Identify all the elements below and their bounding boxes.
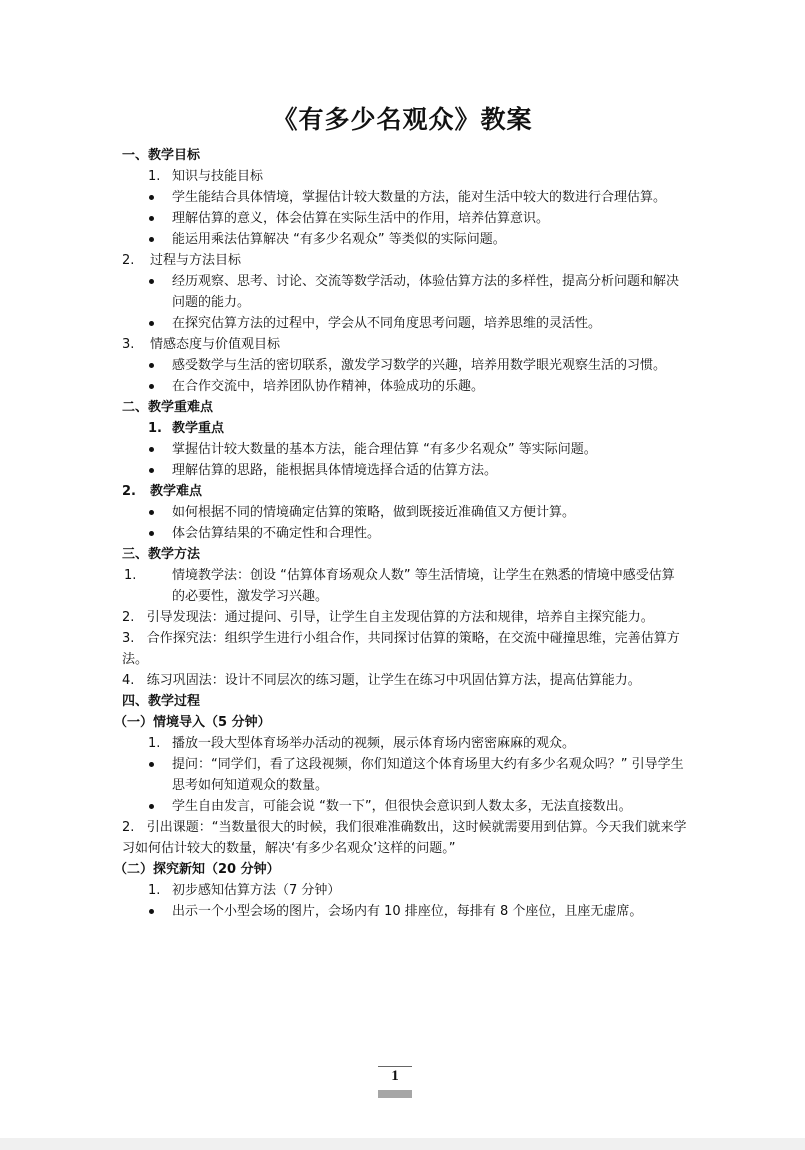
item-text: 播放一段大型体育场举办活动的视频，展示体育场内密密麻麻的观众。: [172, 736, 576, 751]
bullet-item: 出示一个小型会场的图片，会场内有 10 排座位，每排有 8 个座位，且座无虚席。: [122, 901, 687, 922]
document-title: 《有多少名观众》教案: [272, 105, 533, 134]
footer-bar: [378, 1090, 412, 1098]
numbered-item: [122, 250, 687, 271]
item-text: 初步感知估算方法（7 分钟）: [172, 883, 341, 898]
item-text: 情境教学法：创设 “估算体育场观众人数” 等生活情境，让学生在熟悉的情境中感受估算的必要性，激发学习兴趣。: [172, 568, 675, 604]
document-body: [114, 145, 687, 922]
numbered-item: [122, 418, 687, 439]
item-number: 2.: [122, 253, 135, 268]
item-text: 情感态度与价值观目标: [150, 337, 281, 352]
bullet-item: 如何根据不同的情境确定估算的策略，做到既接近准确值又方便计算。: [122, 502, 687, 523]
bullet-item: 在探究估算方法的过程中，学会从不同角度思考问题，培养思维的灵活性。: [122, 313, 687, 334]
section-heading: 一、教学目标: [122, 148, 201, 163]
bullet-item: 能运用乘法估算解决 “有多少名观众” 等类似的实际问题。: [122, 229, 687, 250]
bullet-item: 理解估算的意义，体会估算在实际生活中的作用，培养估算意识。: [122, 208, 687, 229]
numbered-item: [122, 166, 687, 187]
item-number: 2.: [122, 484, 136, 499]
item-number: 1.: [148, 421, 162, 436]
item-number: 1.: [148, 883, 161, 898]
section-heading: 三、教学方法: [122, 547, 201, 562]
section-heading: 四、教学过程: [122, 694, 201, 709]
subsection-heading: （二）探究新知（20 分钟）: [114, 862, 280, 877]
footer-rule: [378, 1066, 412, 1067]
item-number: 1.: [124, 568, 137, 583]
item-number: 1.: [148, 736, 161, 751]
bullet-item: 掌握估计较大数量的基本方法，能合理估算 “有多少名观众” 等实际问题。: [122, 439, 687, 460]
numbered-item: [122, 481, 687, 502]
numbered-item: [122, 565, 687, 607]
bullet-item: 在合作交流中，培养团队协作精神，体验成功的乐趣。: [122, 376, 687, 397]
numbered-paragraph: 4. 练习巩固法：设计不同层次的练习题，让学生在练习中巩固估算方法，提高估算能力。: [122, 673, 641, 688]
item-text: 知识与技能目标: [172, 169, 264, 184]
numbered-paragraph: 2. 引导发现法：通过提问、引导，让学生自主发现估算的方法和规律，培养自主探究能力。: [122, 610, 654, 625]
item-number: 1.: [148, 169, 161, 184]
bullet-item: 体会估算结果的不确定性和合理性。: [122, 523, 687, 544]
numbered-item: [122, 334, 687, 355]
numbered-paragraph: 2. 引出课题：“当数量很大的时候，我们很难准确数出，这时候就需要用到估算。今天我们就来学习如何估计较大的数量，解决‘有多少名观众’这样的问题。”: [122, 820, 687, 856]
bullet-item: 学生能结合具体情境，掌握估计较大数量的方法，能对生活中较大的数进行合理估算。: [122, 187, 687, 208]
bullet-item: 理解估算的思路，能根据具体情境选择合适的估算方法。: [122, 460, 687, 481]
numbered-item: [122, 733, 687, 754]
section-heading: 二、教学重难点: [122, 400, 214, 415]
bullet-item: 经历观察、思考、讨论、交流等数学活动，体验估算方法的多样性，提高分析问题和解决问题的能力。: [122, 271, 687, 313]
bullet-item: 学生自由发言，可能会说 “数一下”，但很快会意识到人数太多，无法直接数出。: [122, 796, 687, 817]
numbered-item: [122, 880, 687, 901]
item-text: 教学难点: [150, 484, 203, 499]
item-text: 过程与方法目标: [150, 253, 242, 268]
page-number: 1: [391, 1068, 399, 1084]
numbered-paragraph: 3. 合作探究法：组织学生进行小组合作，共同探讨估算的策略，在交流中碰撞思维，完善估算方法。: [122, 631, 680, 667]
bullet-item: 感受数学与生活的密切联系，激发学习数学的兴趣，培养用数学眼光观察生活的习惯。: [122, 355, 687, 376]
item-number: 3.: [122, 337, 135, 352]
subsection-heading: （一）情境导入（5 分钟）: [114, 715, 271, 730]
bullet-item: 提问：“同学们，看了这段视频，你们知道这个体育场里大约有多少名观众吗？” 引导学生思考如何知道观众的数量。: [122, 754, 687, 796]
item-text: 教学重点: [172, 421, 225, 436]
